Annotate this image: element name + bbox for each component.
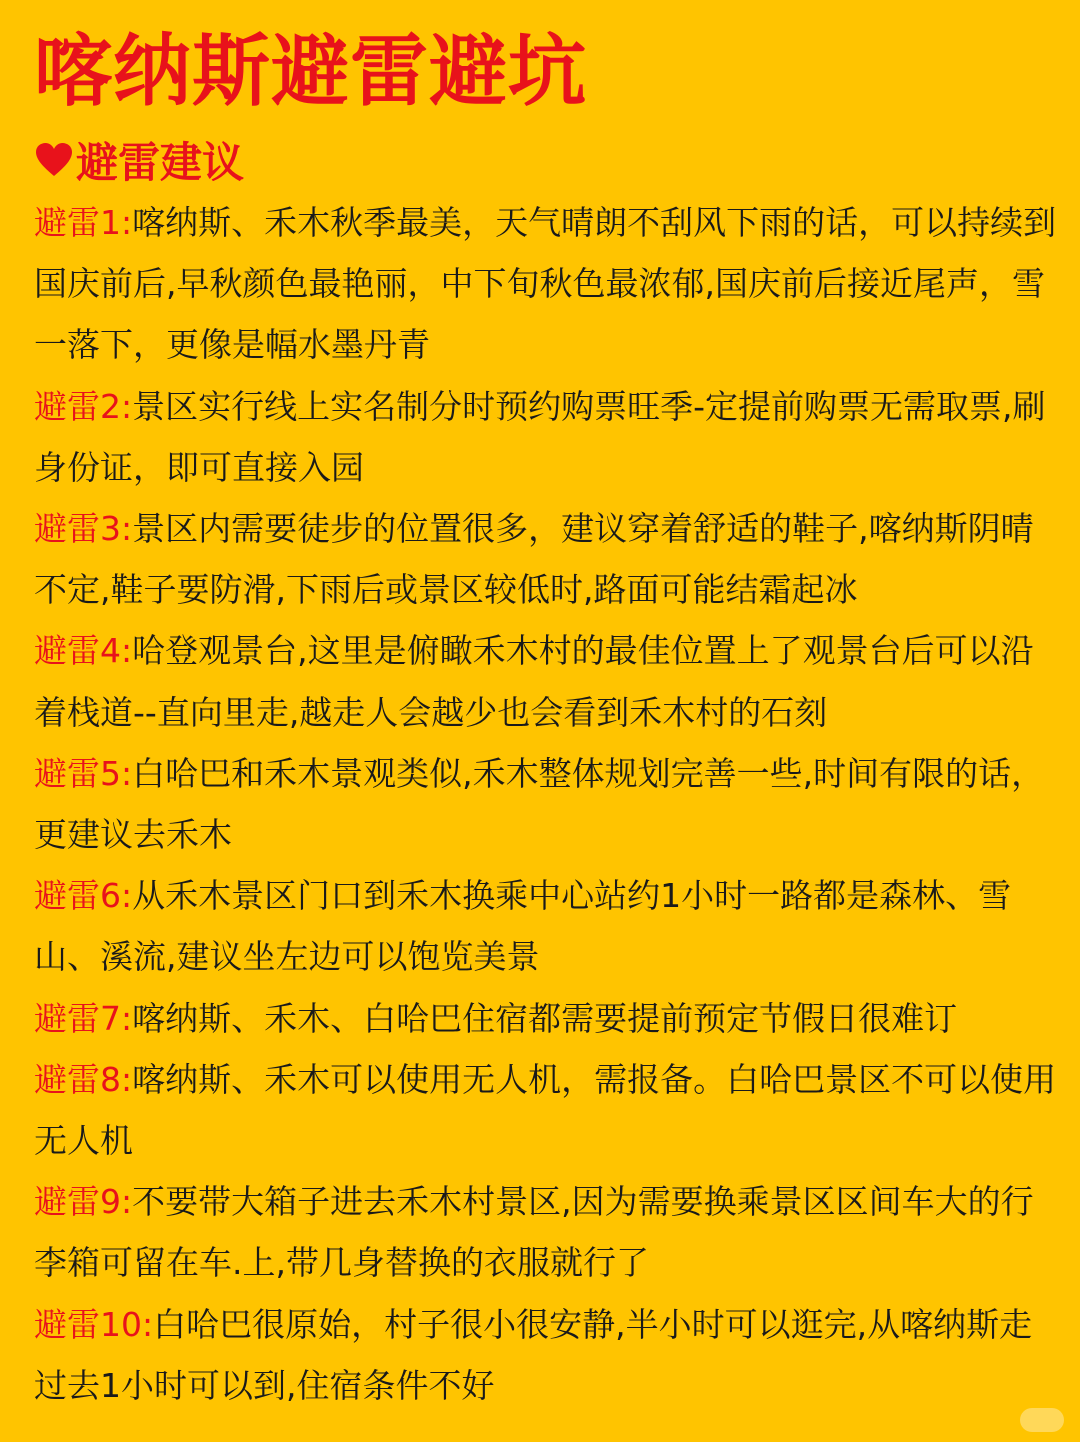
section-header [34, 130, 244, 190]
tip-text: 喀纳斯、禾木可以使用无人机，需报备。白哈巴景区不可以使用无人机 [34, 1059, 1057, 1161]
tips-list [34, 192, 1064, 1416]
tip-text: 白哈巴和禾木景观类似,禾木整体规划完善一些,时间有限的话，更建议去禾木 [34, 753, 1045, 855]
list-item [34, 1049, 1064, 1171]
page-title: 喀纳斯避雷避坑 [34, 27, 588, 117]
tip-label: 避雷4: [34, 631, 133, 671]
tip-label: 避雷2: [34, 386, 133, 426]
tip-text: 景区内需要徒步的位置很多，建议穿着舒适的鞋子,喀纳斯阴晴不定,鞋子要防滑,下雨后或景区较低时,路面可能结霜起冰 [34, 509, 1034, 610]
list-item [34, 988, 1064, 1049]
tip-text: 喀纳斯、禾木、白哈巴住宿都需要提前预定节假日很难订 [132, 998, 958, 1038]
heart-icon [34, 140, 74, 180]
list-item [34, 743, 1064, 865]
tip-text: 白哈巴很原始，村子很小很安静,半小时可以逛完,从喀纳斯走过去1小时可以到,住宿条件不好 [34, 1304, 1033, 1405]
tip-label: 避雷3: [34, 509, 133, 549]
tip-label: 避雷9: [34, 1182, 133, 1222]
tip-text: 景区实行线上实名制分时预约购票旺季-定提前购票无需取票,刷身份证，即可直接入园 [34, 386, 1046, 487]
tip-label: 避雷10: [34, 1304, 154, 1344]
list-item [34, 498, 1064, 620]
tip-text: 喀纳斯、禾木秋季最美，天气晴朗不刮风下雨的话，可以持续到国庆前后,早秋颜色最艳丽，中下旬秋色最浓郁,国庆前后接近尾声，雪一落下，更像是幅水墨丹青 [34, 203, 1057, 365]
tip-label: 避雷8: [34, 1059, 133, 1099]
watermark-badge [1020, 1408, 1064, 1432]
list-item [34, 865, 1064, 987]
tip-label: 避雷7: [34, 998, 133, 1038]
list-item [34, 192, 1064, 376]
tip-text: 从禾木景区门口到禾木换乘中心站约1小时一路都是森林、雪山、溪流,建议坐左边可以饱览美景 [34, 876, 1012, 977]
list-item [34, 1171, 1064, 1293]
section-label: 避雷建议 [76, 138, 245, 187]
list-item [34, 376, 1064, 498]
tip-label: 避雷1: [34, 203, 133, 242]
tip-text: 不要带大箱子进去禾木村景区,因为需要换乘景区区间车大的行李箱可留在车.上,带几身替换的衣服就行了 [34, 1182, 1034, 1283]
tip-text: 哈登观景台,这里是俯瞰禾木村的最佳位置上了观景台后可以沿着栈道--直向里走,越走人会越少也会看到禾木村的石刻 [34, 631, 1034, 732]
tip-label: 避雷5: [34, 753, 133, 793]
tip-label: 避雷6: [34, 876, 133, 916]
list-item [34, 620, 1064, 742]
list-item [34, 1294, 1064, 1416]
